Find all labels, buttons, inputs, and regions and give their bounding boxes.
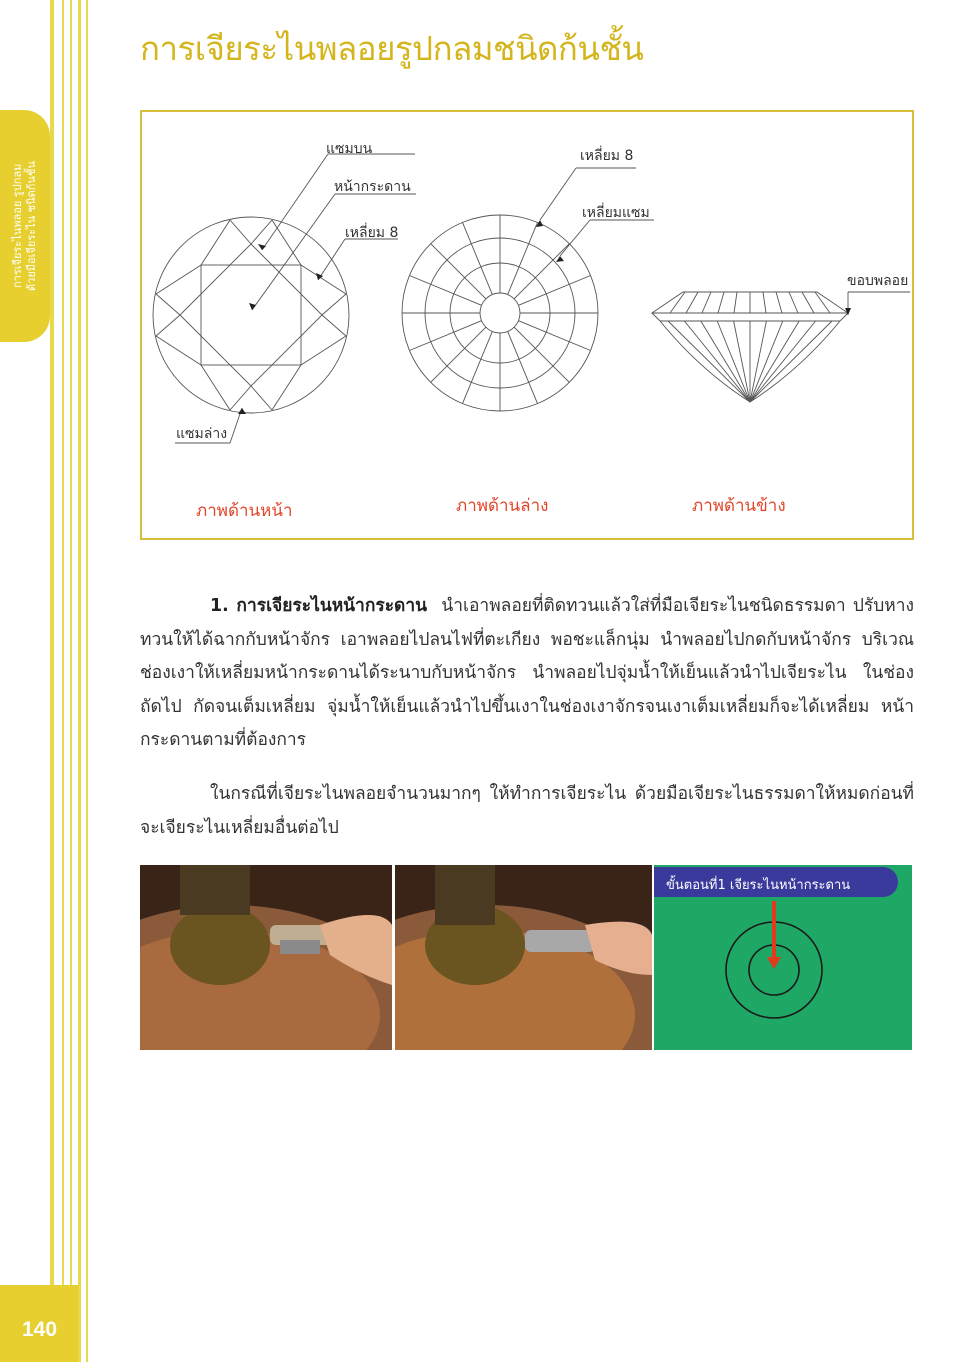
paragraph-1-body: นำเอาพลอยที่ติดทวนแล้วใส่ที่มือเจียระไนชนิดธรรมดา ปรับหางทวนให้ได้ฉากกับหน้าจักร เอาพลอยไปลนไฟที่ตะเกียง พอชะแล็กนุ่ม นำพลอยไปกดกับหน้าจักร บริเวณช่องเงาให้เหลี่ยมหน้ากระดานได้ระนาบกับหน้าจักร นำพลอยไปจุ่มน้ำให้เย็นแล้วนำไปเจียระไน ในช่องถัดไป กัดจนเต็มเหลี่ยม จุ่มน้ำให้เย็นแล้วนำไปขึ้นเงาในช่องเงาจักรจนเงาเต็มเหลี่ยมก็จะได้เหลี่ยม หน้ากระดานตามที่ต้องการ — [140, 596, 915, 750]
facet-line — [508, 222, 538, 294]
facet-line — [668, 321, 750, 402]
facet-line — [462, 222, 492, 294]
facet-line — [518, 321, 590, 351]
side-view-facets — [668, 292, 832, 402]
paragraph-2-body: ในกรณีที่เจียระไนพลอยจำนวนมากๆ ให้ทำการเจียระไน ด้วยมือเจียระไนธรรมดาให้หมดก่อนที่ จะเจียระไนเหลี่ยมอื่นต่อไป — [140, 784, 914, 838]
margin-rule — [86, 0, 88, 1362]
caption-front-view: ภาพด้านหน้า — [196, 501, 293, 521]
label-girdle: ขอบพลอย — [847, 273, 909, 289]
facet-line — [462, 331, 492, 403]
facet-line — [717, 321, 750, 402]
facet-line — [776, 292, 782, 313]
facet-line — [701, 321, 750, 402]
facet-line — [750, 321, 766, 402]
margin-rule — [62, 0, 64, 1362]
page-title: การเจียระไนพลอยรูปกลมชนิดก้นชั้น — [140, 29, 644, 68]
caption-bottom-view: ภาพด้านล่าง — [456, 496, 549, 516]
facet-line — [718, 292, 724, 313]
section-tab-text — [2, 112, 48, 340]
facet-line — [750, 321, 816, 402]
label-table: หน้ากระดาน — [334, 179, 411, 195]
facet-line — [763, 292, 766, 313]
facet-line — [518, 275, 590, 305]
facet-line — [789, 292, 798, 313]
facet-line — [734, 292, 737, 313]
facet-line — [409, 321, 481, 351]
facet-line — [431, 327, 486, 382]
page-number: 140 — [22, 1318, 58, 1341]
paragraph-2 — [140, 778, 914, 845]
facet-line — [431, 244, 486, 299]
bottom-view-radials — [402, 215, 598, 411]
caption-side-view: ภาพด้านข้าง — [692, 496, 786, 516]
label-bottom-star: แซมล่าง — [176, 426, 228, 442]
facet-line — [702, 292, 711, 313]
margin-rule — [70, 0, 72, 1362]
label-top-star: แซมบน — [326, 141, 373, 157]
step-label: ขั้นตอนที่1 เจียระไนหน้ากระดาน — [666, 878, 851, 893]
facet-line — [684, 321, 750, 402]
margin-rule — [50, 0, 54, 1362]
facet-line — [802, 292, 814, 313]
facet-line — [409, 275, 481, 305]
photo-grinding-1 — [140, 865, 392, 1050]
label-bezel-8: เหลี่ยม 8 — [345, 225, 399, 241]
gem-diagram — [140, 110, 914, 540]
facet-line — [734, 321, 750, 402]
section-tab-line2: ด้วยมือเจียระไน ชนิดก้นชั้น — [25, 161, 38, 291]
facet-line — [670, 292, 685, 313]
facet-line — [750, 321, 832, 402]
facet-line — [750, 321, 783, 402]
label-pavilion-8: เหลี่ยม 8 — [580, 148, 634, 164]
paragraph-1 — [140, 590, 914, 758]
facet-line — [514, 327, 569, 382]
section-tab-line1: การเจียระไนพลอย รูปกลม — [11, 163, 24, 289]
facet-line — [514, 244, 569, 299]
paragraph-1-heading: 1. การเจียระไนหน้ากระดาน — [210, 596, 427, 616]
margin-rule — [78, 0, 81, 1362]
facet-line — [686, 292, 698, 313]
front-view-drawing — [153, 217, 349, 413]
facet-line — [750, 321, 799, 402]
photo-grinding-2 — [395, 865, 652, 1050]
label-pavilion-star: เหลี่ยมแซม — [582, 205, 650, 221]
facet-line — [815, 292, 830, 313]
facet-line — [508, 331, 538, 403]
